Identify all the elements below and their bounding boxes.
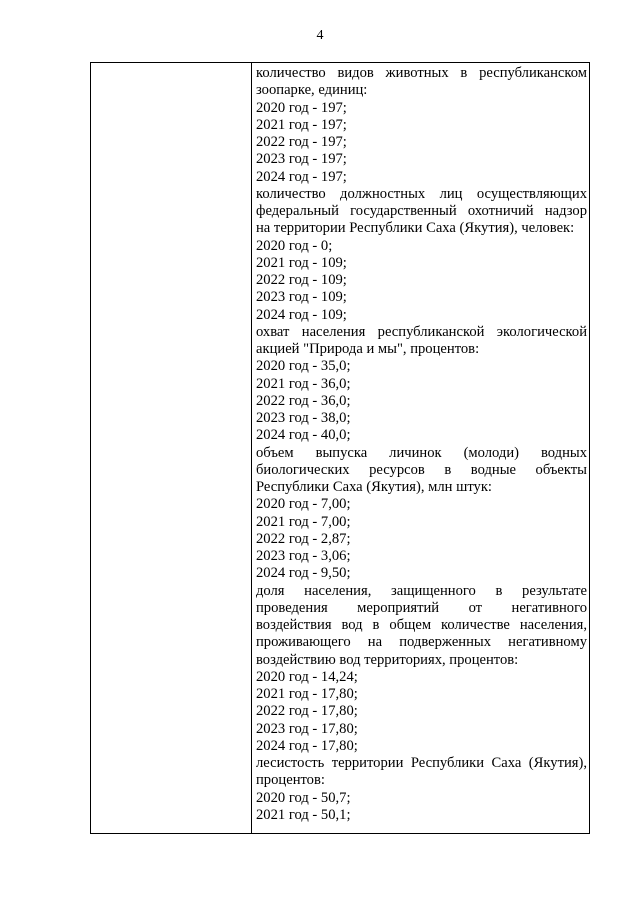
text-line: доля населения, защищенного в результате bbox=[256, 582, 587, 599]
text-line: 2024 год - 109; bbox=[256, 306, 347, 323]
text-line: 2021 год - 17,80; bbox=[256, 686, 358, 702]
text-line: 2023 год - 17,80; bbox=[256, 720, 358, 737]
text-line: 2022 год - 36,0; bbox=[256, 392, 351, 409]
text-line: 2022 год - 2,87; bbox=[256, 530, 351, 547]
text-line: 2023 год - 3,06; bbox=[256, 548, 351, 564]
text-line: 2023 год - 197; bbox=[256, 151, 347, 168]
text-line: 2021 год - 109; bbox=[256, 254, 347, 271]
text-line: проживающего на подверженных негативному bbox=[256, 634, 587, 651]
text-line: 2021 год - 50,1; bbox=[256, 806, 351, 823]
page-number: 4 bbox=[316, 28, 324, 43]
text-line: 2020 год - 0; bbox=[256, 237, 333, 254]
text-line: на территории Республики Саха (Якутия), человек: bbox=[256, 220, 575, 237]
text-line: акцией "Природа и мы", процентов: bbox=[256, 341, 480, 357]
text-line: охват населения республиканской экологической bbox=[256, 323, 587, 340]
text-line: биологических ресурсов в водные объекты bbox=[256, 461, 587, 478]
text-line: 2020 год - 197; bbox=[256, 99, 347, 116]
text-line: федеральный государственный охотничий надзор bbox=[256, 203, 587, 219]
text-line: зоопарке, единиц: bbox=[256, 82, 368, 99]
table-left-column bbox=[91, 63, 252, 833]
text-line: воздействия вод в общем количестве населения, bbox=[256, 617, 587, 633]
text-line: 2022 год - 197; bbox=[256, 134, 347, 150]
text-line: объем выпуска личинок (молоди) водных bbox=[256, 444, 587, 461]
text-line: проведения мероприятий от негативного bbox=[256, 599, 587, 616]
text-line: 2021 год - 36,0; bbox=[256, 375, 351, 392]
text-line: 2020 год - 50,7; bbox=[256, 789, 351, 806]
text-line: 2021 год - 7,00; bbox=[256, 513, 351, 530]
text-line: количество видов животных в республиканском bbox=[256, 65, 587, 81]
table-right-column bbox=[252, 63, 589, 833]
text-line: 2020 год - 14,24; bbox=[256, 668, 358, 685]
text-line: количество должностных лиц осуществляющих bbox=[256, 185, 587, 202]
text-line: 2024 год - 9,50; bbox=[256, 565, 351, 582]
text-line: процентов: bbox=[256, 772, 325, 789]
indicators-table bbox=[90, 62, 590, 834]
text-line: 2020 год - 7,00; bbox=[256, 496, 351, 513]
text-line: 2024 год - 17,80; bbox=[256, 737, 358, 754]
text-line: 2023 год - 38,0; bbox=[256, 410, 351, 426]
text-line: 2022 год - 109; bbox=[256, 272, 347, 288]
text-line: Республики Саха (Якутия), млн штук: bbox=[256, 479, 492, 495]
text-line: лесистость территории Республики Саха (Якутия), bbox=[256, 755, 587, 771]
text-line: 2024 год - 197; bbox=[256, 168, 347, 185]
text-line: 2021 год - 197; bbox=[256, 116, 347, 133]
text-line: воздействию вод территориях, процентов: bbox=[256, 651, 519, 668]
text-line: 2020 год - 35,0; bbox=[256, 358, 351, 375]
text-line: 2024 год - 40,0; bbox=[256, 427, 351, 444]
text-line: 2023 год - 109; bbox=[256, 289, 347, 306]
text-line: 2022 год - 17,80; bbox=[256, 703, 358, 720]
